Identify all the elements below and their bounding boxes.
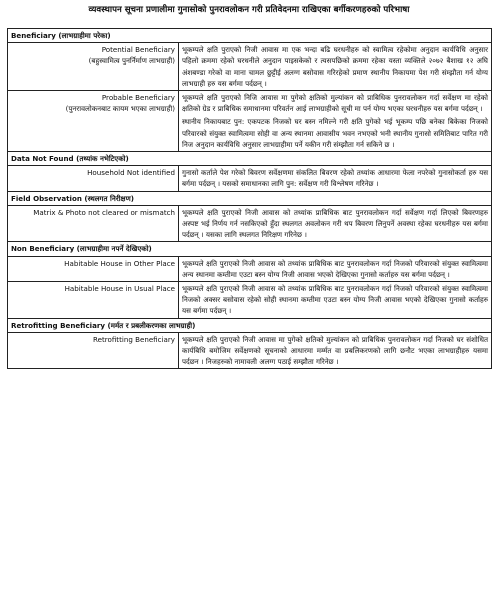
definitions-table [7, 28, 492, 369]
section-header-row [8, 152, 492, 166]
table-row [8, 332, 492, 369]
category-label-cell [8, 91, 179, 152]
category-label-cell [8, 282, 179, 319]
document-title: व्यवस्थापन सूचना प्रणालीमा गुनासोको पुनरावलोकन गरी प्रतिवेदनमा राखिएका बर्गीकरणहरुको परिभाषा [88, 5, 410, 15]
definition-text: भूकम्पले क्षति पुराएको निजी आवास को तथ्यांक प्राबिधिक बाट पुनरावलोकन गर्दा निजको परिवारको संयुक्त स्वामित्वमा अन्य स्थानमा कम्तीमा एउटा बस्न योग्य निजी आवास भएको देखिएका गुनासो कर्ताहरु यस बर्गमा पर्दछन् । [182, 258, 488, 279]
table-row [8, 166, 492, 191]
category-label-en: Habitable House in Other Place [64, 258, 175, 268]
category-label-cell [8, 166, 179, 191]
table-row [8, 205, 492, 242]
definition-cell [179, 256, 492, 281]
category-label-cell [8, 43, 179, 91]
definition-text: भूकम्पले क्षति पुराएको निजी आवास को तथ्यांक प्राबिधिक बाट पुनरावलोकन गर्दा निजको परिवारको संयुक्त स्वामित्वमा निजको अक्सर बसोवास रहेको सोही स्थानमा कम्तीमा एउटा बस्न योग्य निजी आवास भएको देखिएका गुनासो कर्ताहरु यस बर्गमा पर्दछन् । [182, 284, 488, 316]
definition-text: भूकम्पले क्षति पुराएको निजी आवास मा एक भन्दा बढि घरधनीहरु को स्वामित्व रहेकोमा अनुदान कार्यविधि अनुसार पहिलो क्रममा रहेको घरधनीले अनुदान पाइसकेको र त्यसपछिको क्रममा रहेका यस्ता व्यक्तिले २०७२ बैशाख १२ अघि अंशबण्डा गरेको वा माना चामल छुट्टीई अलग्ग बसोवास गरिरहेको प्रमाण स्थानीय निकायमा पेश गरी संम्झौता गर्न योग्य लाभग्राही हरु यस बर्गमा पर्दछन् । [182, 45, 488, 88]
section-heading: Beneficiary (लाभग्राहीमा परेका) [8, 29, 492, 43]
table-row [8, 91, 492, 152]
definition-cell [179, 43, 492, 91]
definition-text: गुनासो कर्ताले पेश गरेको बिवरण सर्वेक्षणमा संकलित बिवरण रहेको तथ्यांक आधारमा फेला नपरेको गुनासोकर्ता हरु यस बर्गमा पर्दछन् । यसको समाधानका लागि पुन: सर्वेक्षण गरी विश्लेषण गरिनेछ । [182, 168, 488, 189]
definition-text: भूकम्पले क्षति पुराएको निजी आवास मा पुगेको क्षतिको मुल्यांकन को प्राबिधिक पुनरावलोकन गर्दा निजको घर संशोधित कार्यबिधि बमोजिम सर्वेक्षणको सूचनाको आधारमा मर्म्मत वा प्रबलिकरणको लागि छनौट भएका लाभग्राहीहरु यसमा पर्दछन । निजहरुको नामावली अलग्ग पठाई सम्झौता गरिनेछ । [182, 334, 488, 367]
table-row [8, 282, 492, 319]
table-row [8, 43, 492, 91]
category-label-en: Habitable House in Usual Place [64, 284, 175, 294]
table-row [8, 256, 492, 281]
category-label-cell [8, 332, 179, 369]
definition-cell [179, 91, 492, 152]
category-label-en: Probable Beneficiary [101, 93, 175, 103]
category-label-np: (पुनरावलोकनबाट कायम भएका लाभग्राही) [65, 104, 175, 114]
definitions-body [8, 29, 492, 369]
category-label-cell [8, 205, 179, 242]
section-heading: Retrofitting Beneficiary (मर्मत र प्रबलीकरणका लाभग्राही) [8, 318, 492, 332]
section-heading: Non Beneficiary (लाभग्राहीमा नपर्ने देखिएको) [8, 242, 492, 256]
category-label-np: (बहुस्वामित्व पुनर्निर्माण लाभग्राही) [88, 56, 175, 66]
section-heading: Field Observation (स्थलगत निरीक्षण) [8, 191, 492, 205]
category-label-cell [8, 256, 179, 281]
section-header-row [8, 191, 492, 205]
definition-text: भूकम्पले क्षति पुराएको निजी आवास को तथ्यांक प्राबिधिक बाट पुनरावलोकन गर्दा सर्वेक्षण गर्दा लिएको बिवरणहरु अस्पष्ट भई निर्णय गर्न नसकिएको हुँदा स्थलगत अवलोकन गरी थप बिवरण लिनुपर्ने अवस्था रहेका घरधनीहरु यस बर्गमा पर्दछन् । यसका लागि स्थलगत निरिक्षण गरिनेछ । [182, 207, 488, 240]
definition-text: स्थानीय निकायबाट पुन: एकपटक निजको घर बस्न नमिल्ने गरी क्षति पुगेको भई भूकम्प पछि बनेका बिकेका निजको परिवारको संयुक्त स्वामित्वमा सोही वा अन्य स्थानमा आवासीय भवन नभएको भनी स्थानीय गुनासो समितिबाट पारित गरी निज अनुदान कार्यविधि अनुसार लाभग्राहीमा पर्ने यकीन गरी संम्झौता गर्न सकिने छ । [182, 117, 488, 149]
definition-cell [179, 282, 492, 319]
category-label-en: Household Not identified [87, 168, 175, 178]
definition-cell [179, 205, 492, 242]
category-label-en: Retrofitting Beneficiary [92, 334, 175, 344]
definition-cell [179, 332, 492, 369]
section-header-row [8, 242, 492, 256]
section-header-row [8, 318, 492, 332]
section-heading: Data Not Found (तथ्यांक नभेटिएको) [8, 152, 492, 166]
section-header-row [8, 29, 492, 43]
definition-cell [179, 166, 492, 191]
definition-text: भूकम्पले क्षति पुराएको निजि आवास मा पुगेको क्षतिको मुल्यांकन को प्राबिधिक पुनरावलोकन गर्दा सर्वेक्षण मा रहेको क्षतिको ग्रेड र प्राबिधिक समाधानमा परिवर्तन आई लाभग्राहीको सूची मा पर्न योग्य भएका घरधनीहरु यस बर्गमा पर्दछन् । [182, 93, 488, 114]
category-label-en: Potential Beneficiary [101, 45, 175, 55]
category-label-en: Matrix & Photo not cleared or mismatch [33, 207, 175, 217]
